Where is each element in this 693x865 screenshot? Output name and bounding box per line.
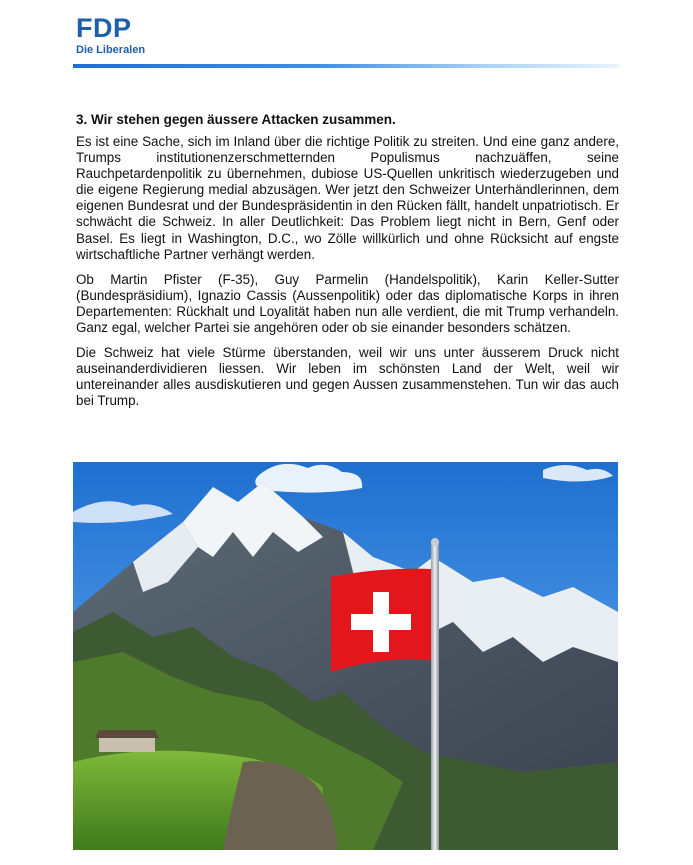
paragraph-3: Die Schweiz hat viele Stürme überstanden, weil wir uns unter äusserem Druck nicht auseinanderdividieren liessen. Wir leben im schönsten Land der Welt, weil wir untereinander alles ausdiskutieren und gegen Aussen zusammenstehen. Tun wir das auch bei Trump. xyxy=(76,345,619,409)
logo-subtitle: Die Liberalen xyxy=(76,44,146,56)
hut xyxy=(99,738,155,752)
logo-wordmark: FDP xyxy=(76,13,132,43)
swiss-alps-flag-photo xyxy=(73,462,618,850)
paragraph-1: Es ist eine Sache, sich im Inland über die richtige Politik zu streiten. Und eine ganz andere, Trumps institutionenzerschmetternden Populismus nachzuäffen, seine Rauchpetardenpolitik zu übernehmen, dubiose US-Quellen unkritisch wiederzugeben und die eigene Regierung medial abzusägen. Wer jetzt den Schweizer Unterhändlerinnen, dem eigenen Bundesrat und der Bundespräsidentin in den Rücken fällt, handelt unpatriotisch. Er schwächt die Schweiz. In aller Deutlichkeit: Das Problem liegt nicht in Bern, Genf oder Basel. Es liegt in Washington, D.C., wo Zölle willkürlich und ohne Rücksicht auf engste wirtschaftliche Partner verhängt werden. xyxy=(76,134,619,262)
section-heading: 3. Wir stehen gegen äussere Attacken zusammen. xyxy=(76,112,396,127)
paragraph-2: Ob Martin Pfister (F-35), Guy Parmelin (Handelspolitik), Karin Keller-Sutter (Bundespräsidium), Ignazio Cassis (Aussenpolitik) oder das diplomatische Korps in ihren Departementen: Rückhalt und Loyalität haben nun alle verdient, die mit Trump verhandeln. Ganz egal, welcher Partei sie angehören oder ob sie einander besonders schätzen. xyxy=(76,271,619,336)
pole-cap xyxy=(431,538,439,546)
hut-roof xyxy=(95,730,159,738)
fdp-logo xyxy=(76,14,145,56)
pole xyxy=(431,542,439,850)
article-section xyxy=(76,112,619,419)
header-divider xyxy=(73,64,620,68)
